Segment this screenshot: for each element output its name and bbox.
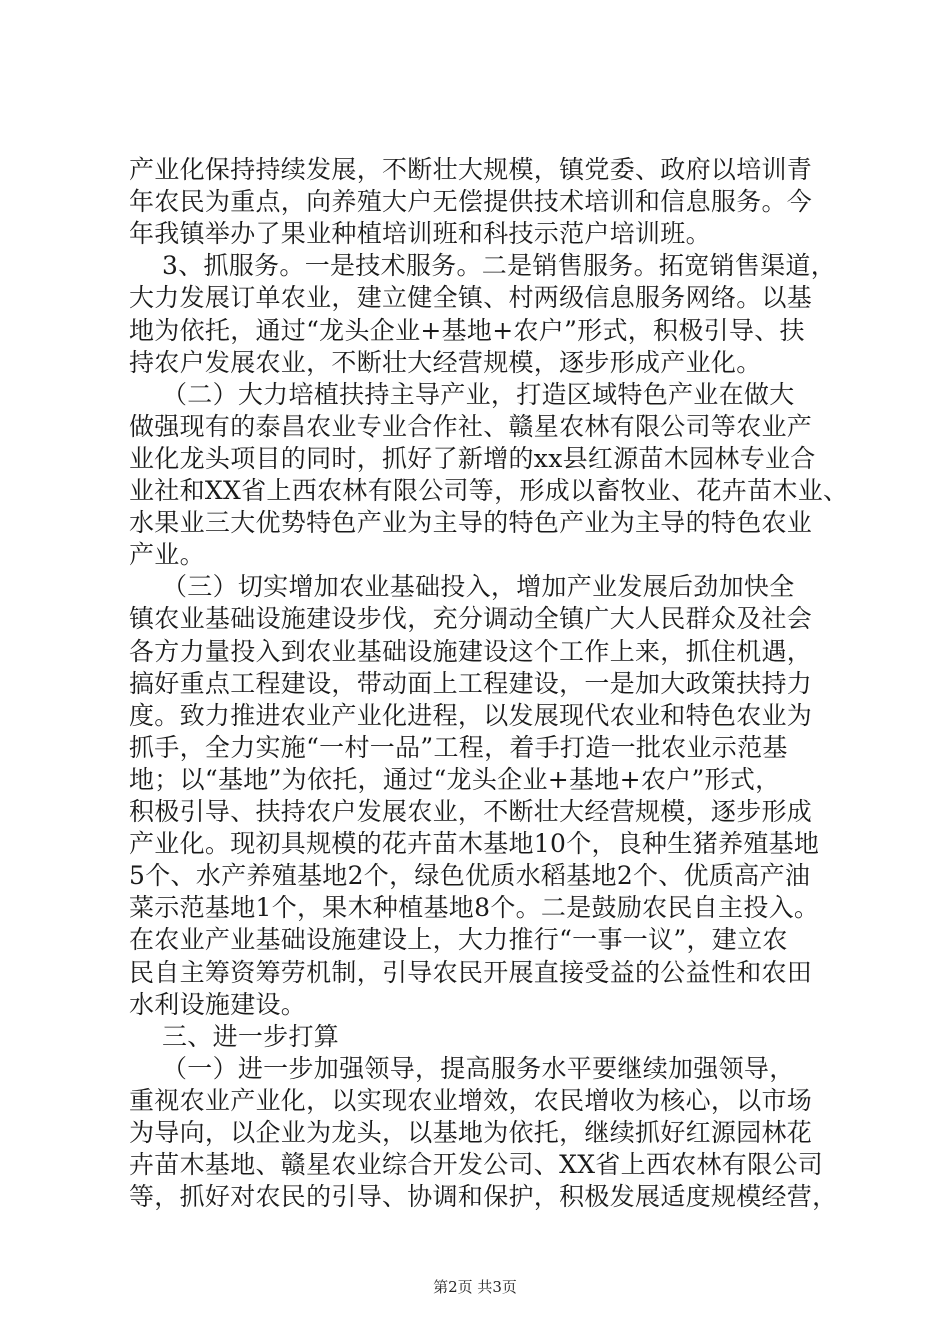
text-line: 度。致力推进农业产业化进程，以发展现代农业和特色农业为 bbox=[129, 701, 813, 730]
text-line: 抓手，全力实施“一村一品”工程，着手打造一批农业示范基 bbox=[129, 733, 788, 762]
page-footer: 第2页 共3页 bbox=[433, 1278, 517, 1296]
text-line: 三、进一步打算 bbox=[129, 1022, 340, 1051]
text-line: 做强现有的泰昌农业专业合作社、赣星农林有限公司等农业产 bbox=[129, 412, 813, 441]
text-line: 镇农业基础设施建设步伐，充分调动全镇广大人民群众及社会 bbox=[129, 604, 813, 633]
text-line: 3、抓服务。一是技术服务。二是销售服务。拓宽销售渠道， bbox=[129, 251, 836, 280]
text-line: 地为依托，通过“龙头企业+基地+农户”形式，积极引导、扶 bbox=[129, 316, 805, 345]
text-line: （三）切实增加农业基础投入，增加产业发展后劲加快全 bbox=[129, 572, 795, 601]
text-line: 等，抓好对农民的引导、协调和保护，积极发展适度规模经营， bbox=[129, 1182, 838, 1211]
text-line: 各方力量投入到农业基础设施建设这个工作上来，抓住机遇， bbox=[129, 637, 813, 666]
text-line: 搞好重点工程建设，带动面上工程建设，一是加大政策扶持力 bbox=[129, 669, 813, 698]
text-line: 卉苗木基地、赣星农业综合开发公司、XX省上西农林有限公司 bbox=[129, 1150, 823, 1179]
text-line: 大力发展订单农业，建立健全镇、村两级信息服务网络。以基 bbox=[129, 283, 813, 312]
text-line: 业社和XX省上西农林有限公司等，形成以畜牧业、花卉苗木业、 bbox=[129, 476, 849, 505]
text-line: 菜示范基地1个，果木种植基地8个。二是鼓励农民自主投入。 bbox=[129, 893, 820, 922]
text-line: 民自主筹资筹劳机制，引导农民开展直接受益的公益性和农田 bbox=[129, 958, 813, 987]
text-line: 年农民为重点，向养殖大户无偿提供技术培训和信息服务。今 bbox=[129, 187, 813, 216]
text-line: 水利设施建设。 bbox=[129, 990, 307, 1019]
text-line: 年我镇举办了果业种植培训班和科技示范户培训班。 bbox=[129, 219, 711, 248]
text-line: 持农户发展农业，不断壮大经营规模，逐步形成产业化。 bbox=[129, 348, 762, 377]
text-line: 产业化保持持续发展，不断壮大规模，镇党委、政府以培训青 bbox=[129, 155, 813, 184]
text-line: 产业。 bbox=[129, 540, 205, 569]
text-line: 水果业三大优势特色产业为主导的特色产业为主导的特色农业 bbox=[129, 508, 813, 537]
text-line: （一）进一步加强领导，提高服务水平要继续加强领导， bbox=[129, 1054, 795, 1083]
text-line: 地；以“基地”为依托，通过“龙头企业+基地+农户”形式， bbox=[129, 765, 781, 794]
text-line: 积极引导、扶持农户发展农业，不断壮大经营规模，逐步形成 bbox=[129, 797, 813, 826]
text-line: （二）大力培植扶持主导产业，打造区域特色产业在做大 bbox=[129, 380, 795, 409]
text-line: 产业化。现初具规模的花卉苗木基地10个，良种生猪养殖基地 bbox=[129, 829, 820, 858]
text-line: 重视农业产业化，以实现农业增效，农民增收为核心，以市场 bbox=[129, 1086, 813, 1115]
text-line: 5个、水产养殖基地2个，绿色优质水稻基地2个、优质高产油 bbox=[129, 861, 811, 890]
text-line: 为导向，以企业为龙头，以基地为依托，继续抓好红源园林花 bbox=[129, 1118, 813, 1147]
text-line: 在农业产业基础设施建设上，大力推行“一事一议”，建立农 bbox=[129, 925, 788, 954]
text-line: 业化龙头项目的同时，抓好了新增的xx县红源苗木园林专业合 bbox=[129, 444, 816, 473]
